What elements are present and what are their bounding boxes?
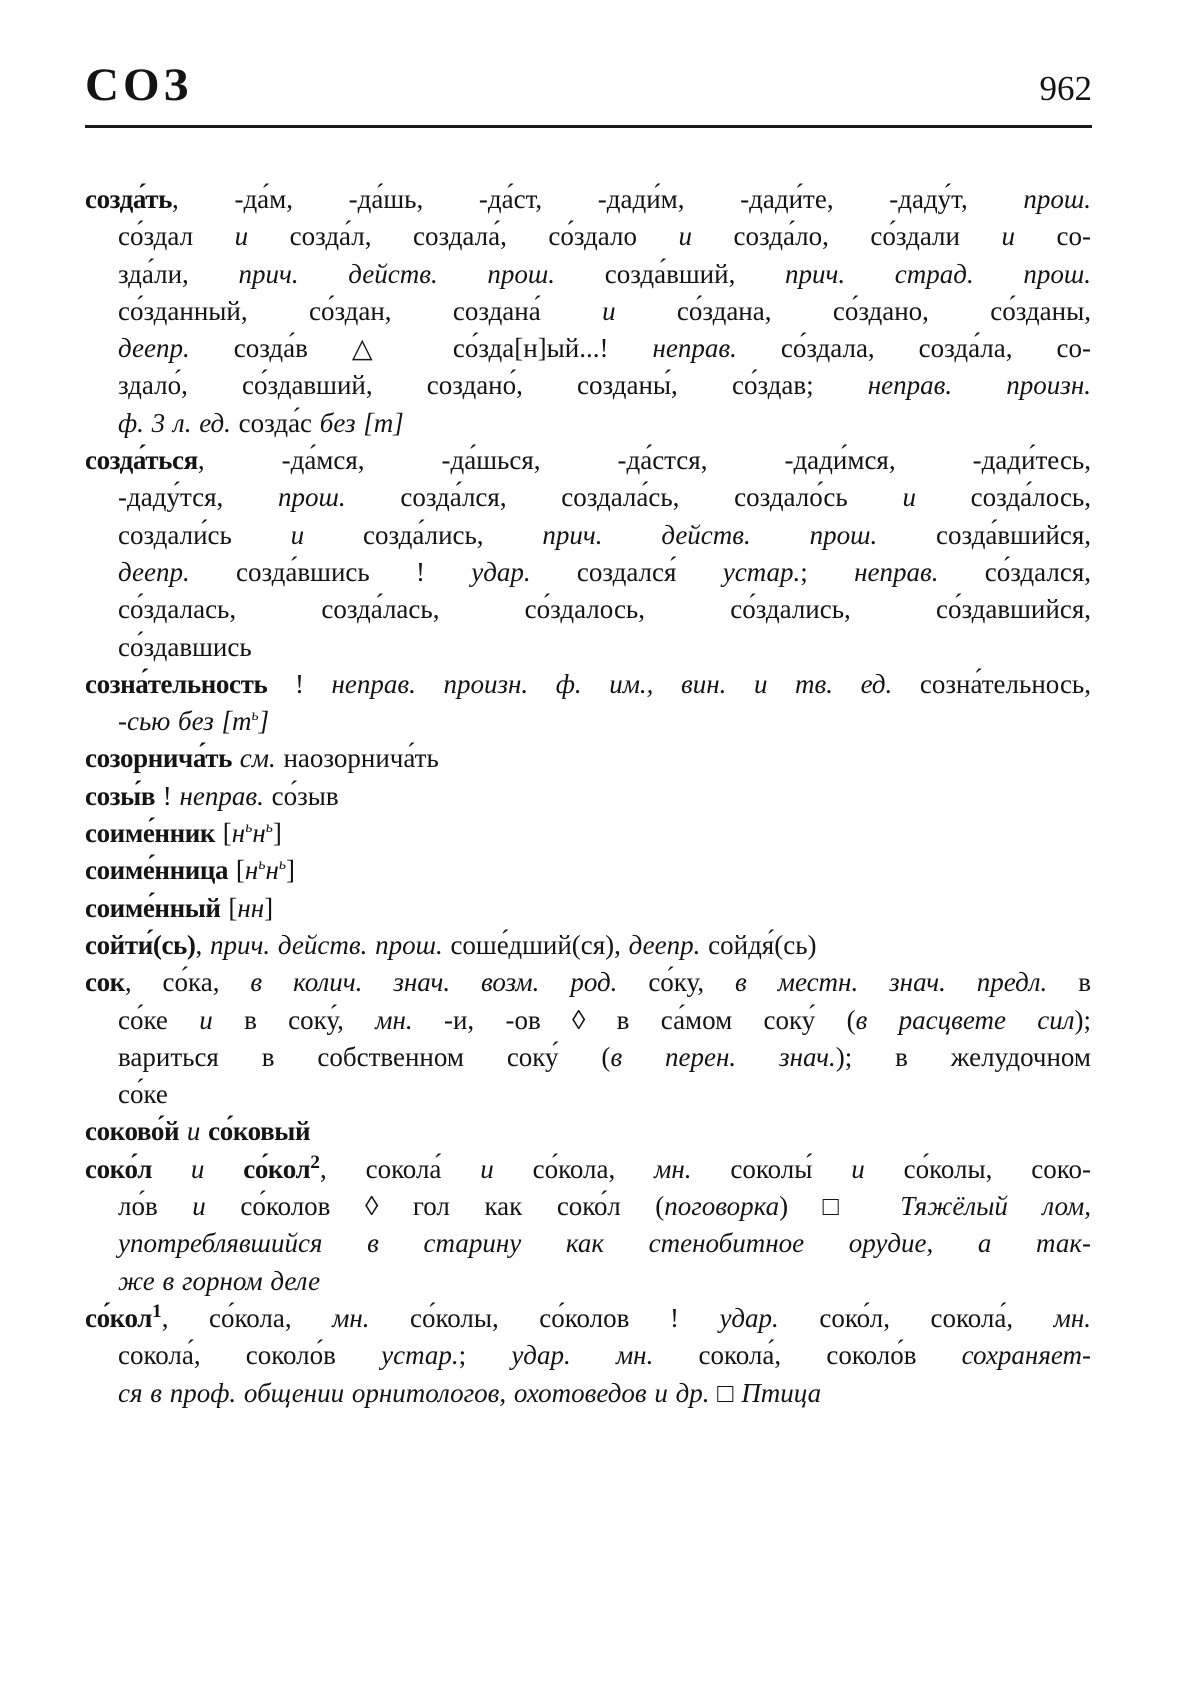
dictionary-entry: [85, 1300, 1091, 1412]
entry-line: [85, 890, 1091, 927]
body-text: со́здался,: [938, 556, 1092, 587]
body-text: созда́вшийся,: [877, 519, 1092, 550]
headword-text: созда́ться: [85, 445, 198, 476]
body-text: со́здана, со́здано, со́зданы,: [615, 295, 1091, 326]
body-text: вариться в собственном соку́ (: [118, 1041, 611, 1072]
dictionary-entry: [85, 890, 1091, 927]
label-text: устар.: [722, 556, 801, 587]
body-text: со́ке: [118, 1079, 168, 1110]
body-text: созда́лись,: [304, 519, 543, 550]
entry-line: [85, 740, 1091, 777]
body-text: зда́ли,: [118, 258, 239, 289]
body-text: ); в желудочном: [835, 1041, 1091, 1072]
body-text: ]: [285, 855, 295, 886]
entry-line: [118, 1188, 1091, 1225]
body-text: ;: [800, 556, 855, 587]
label-text: в расцвете сил: [855, 1004, 1075, 1035]
entry-line: [85, 1113, 1091, 1150]
label-text: неправ.: [179, 780, 264, 811]
entry-line: [85, 852, 1091, 889]
page-header: [85, 59, 1092, 111]
body-text: ) □: [779, 1191, 901, 1222]
body-text: со́ку,: [617, 967, 736, 998]
label-text: удар.: [471, 556, 531, 587]
headword-text: созы́в: [85, 780, 155, 811]
superscript-number: 1: [151, 1300, 162, 1322]
entry-line: [118, 218, 1091, 255]
label-text: и: [678, 221, 693, 252]
label-text: удар. мн.: [511, 1340, 654, 1371]
label-text: прич. страд. прош.: [785, 258, 1092, 289]
headword-text: соко́л: [85, 1153, 152, 1184]
label-text: в перен. знач.: [610, 1041, 836, 1072]
entry-line: [118, 293, 1091, 330]
body-text: , сокола́: [319, 1153, 481, 1184]
entry-line: [85, 181, 1091, 218]
entry-line: [118, 1375, 1091, 1412]
entry-line: [85, 666, 1091, 703]
body-text: созда́лся, создала́сь, создало́сь: [345, 482, 903, 513]
body-text: созда́ло, со́здали: [692, 221, 1002, 252]
label-text: без [т]: [319, 407, 404, 438]
label-text: Птица: [741, 1377, 822, 1408]
body-text: со́колов ◊ гол как соко́л (: [205, 1191, 665, 1222]
label-text: неправ. произн.: [867, 370, 1091, 401]
label-text: в колич. знач. возм. род.: [250, 967, 618, 998]
entry-line: [118, 1337, 1091, 1374]
headword-text: сок: [85, 967, 125, 998]
dictionary-entry: [85, 852, 1091, 889]
entry-line: [85, 442, 1091, 479]
entry-line: [85, 927, 1091, 964]
body-text: со́колы, соко-: [864, 1153, 1091, 1184]
body-text: !: [267, 668, 332, 699]
entry-line: [85, 815, 1091, 852]
label-text: поговорка: [664, 1191, 780, 1222]
body-text: ло́в: [118, 1191, 193, 1222]
label-text: и: [179, 1116, 209, 1147]
body-text: [232, 743, 240, 773]
headword-text: со́кол: [85, 1302, 152, 1333]
body-text: , -да́мся, -да́шься, -да́стся, -дади́мся, -дади́тесь,: [197, 445, 1091, 476]
entry-line: [85, 778, 1091, 815]
body-text: сойдя́(сь): [700, 929, 817, 960]
body-text: здало́, со́здавший, создано́, созданы́, со́здав;: [118, 370, 868, 401]
superscript-soft-sign: ь: [265, 819, 273, 837]
body-text: -и, -ов ◊ в са́мом соку́ (: [412, 1004, 856, 1035]
body-text: создался́: [530, 556, 723, 587]
body-text: созда́с: [230, 407, 320, 438]
guide-word: СОЗ: [85, 59, 193, 111]
body-text: создали́сь: [118, 519, 291, 550]
label-text: и: [290, 519, 305, 550]
body-text: в: [1047, 967, 1091, 998]
dictionary-entry: [85, 740, 1091, 777]
label-text: и: [199, 1004, 213, 1035]
superscript-soft-sign: ь: [258, 856, 266, 874]
dictionary-entry: [85, 181, 1091, 442]
label-text: н: [265, 855, 279, 886]
body-text: ;: [458, 1340, 512, 1371]
dictionary-entry: [85, 927, 1091, 964]
label-text: деепр.: [118, 556, 190, 587]
entry-line: [85, 1300, 1091, 1337]
label-text: и: [902, 482, 916, 513]
body-text: ]: [264, 892, 274, 923]
body-text: со́зыв: [263, 780, 339, 811]
body-text: соколы́: [691, 1153, 852, 1184]
body-text: !: [155, 780, 180, 811]
body-text: созда́вшись !: [189, 556, 472, 587]
label-text: прош.: [277, 482, 346, 513]
body-text: [: [220, 892, 238, 923]
entry-line: [118, 479, 1091, 516]
header-divider: [85, 125, 1092, 128]
label-text: и: [1001, 221, 1015, 252]
body-text: созда́вший,: [555, 258, 785, 289]
label-text: Тяжёлый лом,: [900, 1191, 1091, 1222]
headword-text: со́ковый: [208, 1116, 311, 1147]
body-text: со́здал: [118, 221, 235, 252]
dictionary-entry: [85, 778, 1091, 815]
body-text: [: [228, 855, 245, 886]
label-text: неправ.: [854, 556, 939, 587]
body-text: со́здала, созда́ла, со-: [736, 333, 1091, 364]
page-number: 962: [1039, 69, 1092, 108]
body-text: со́здалась, созда́лась, со́здалось, со́здались, со́здавшийся,: [118, 594, 1091, 625]
entry-line: [85, 964, 1091, 1001]
label-text: и: [602, 295, 616, 326]
body-text: [: [215, 818, 232, 849]
dictionary-entry: [85, 1151, 1091, 1300]
entry-line: [118, 1076, 1091, 1113]
entry-line: [118, 1225, 1091, 1262]
headword-text: сойти́(сь): [85, 929, 196, 960]
dictionary-entry: [85, 964, 1091, 1113]
body-text: наозорнича́ть: [275, 743, 439, 774]
label-text: в местн. знач. предл.: [735, 967, 1048, 998]
dictionary-entry: [85, 666, 1091, 741]
label-text: употреблявшийся в старину как стенобитное орудие, а так-: [118, 1228, 1091, 1259]
label-text: н: [244, 855, 259, 886]
entry-line: [118, 1039, 1091, 1076]
label-text: неправ.: [652, 333, 737, 364]
body-text: -даду́тся,: [118, 482, 278, 513]
label-text: ]: [258, 706, 270, 737]
label-text: ся в проф. общении орнитологов, охотоведов и др.: [118, 1377, 710, 1408]
label-text: устар.: [381, 1340, 459, 1371]
entry-line: [118, 554, 1091, 591]
label-text: же в горном деле: [118, 1265, 321, 1296]
body-text: , со́кола,: [161, 1302, 333, 1333]
label-text: и: [151, 1153, 244, 1184]
label-text: деепр.: [118, 333, 190, 364]
body-text: сокола́, соколо́в: [118, 1340, 382, 1371]
label-text: -сью без [т: [118, 706, 252, 737]
label-text: ф. 3 л. ед.: [118, 407, 231, 438]
label-text: н: [252, 818, 266, 849]
body-text: созда́в △ со́зда[н]ый...!: [189, 333, 653, 364]
entry-line: [118, 517, 1091, 554]
body-text: ]: [272, 818, 282, 849]
body-text: □: [709, 1377, 742, 1408]
entry-line: [118, 405, 1091, 442]
headword-text: со́кол: [243, 1153, 311, 1184]
body-text: созда́лось,: [915, 482, 1091, 513]
entry-line: [118, 703, 1091, 740]
headword-text: соково́й: [85, 1116, 180, 1147]
headword-text: соиме́нница: [85, 855, 229, 886]
dictionary-entry: [85, 1113, 1091, 1150]
entries-column: [85, 181, 1091, 1412]
label-text: деепр.: [628, 929, 701, 960]
entry-line: [118, 256, 1091, 293]
body-text: соше́дший(ся),: [442, 929, 629, 960]
body-text: со́колы, со́колов !: [369, 1302, 720, 1333]
body-text: со-: [1015, 221, 1092, 252]
body-text: соко́л, сокола́,: [778, 1302, 1054, 1333]
entry-line: [118, 330, 1091, 367]
headword-text: соиме́нный: [85, 892, 221, 923]
label-text: мн.: [654, 1153, 692, 1184]
label-text: н: [231, 818, 246, 849]
label-text: прич. действ. прош.: [542, 519, 878, 550]
body-text: сокола́, соколо́в: [653, 1340, 962, 1371]
superscript-soft-sign: ь: [251, 707, 259, 725]
label-text: прич. действ. прош.: [210, 929, 443, 960]
entry-line: [118, 1002, 1091, 1039]
body-text: созда́л, создала́, со́здало: [248, 221, 679, 252]
label-text: нн: [237, 892, 265, 923]
label-text: удар.: [719, 1302, 779, 1333]
body-text: в соку́,: [212, 1004, 376, 1035]
headword-text: соиме́нник: [85, 818, 216, 849]
label-text: и: [234, 221, 249, 252]
superscript-soft-sign: ь: [278, 856, 286, 874]
entry-line: [118, 591, 1091, 628]
label-text: прич. действ. прош.: [238, 258, 556, 289]
body-text: со́здавшись: [118, 631, 252, 662]
entry-line: [118, 1263, 1091, 1300]
body-text: со́ке: [118, 1004, 200, 1035]
entry-line: [118, 629, 1091, 666]
body-text: со́зданный, со́здан, создана́: [118, 295, 603, 326]
body-text: );: [1074, 1004, 1092, 1035]
label-text: сохраняет-: [961, 1340, 1091, 1371]
superscript-soft-sign: ь: [245, 819, 253, 837]
label-text: неправ. произн. ф. им., вин. и тв. ед.: [331, 668, 893, 699]
body-text: ,: [195, 929, 211, 960]
label-text: см.: [239, 743, 276, 774]
headword-text: созорнича́ть: [85, 743, 232, 774]
dictionary-entry: [85, 815, 1091, 852]
label-text: мн.: [332, 1302, 370, 1333]
headword-text: созда́ть: [85, 184, 173, 214]
body-text: созна́тельнось,: [892, 668, 1091, 699]
label-text: и: [192, 1191, 206, 1222]
entry-line: [118, 367, 1091, 404]
headword-text: созна́тельность: [85, 668, 268, 699]
label-text: и: [851, 1153, 865, 1184]
entry-line: [85, 1151, 1091, 1188]
body-text: , -да́м, -да́шь, -да́ст, -дади́м, -дади́те, -даду́т,: [172, 184, 1024, 214]
body-text: , со́ка,: [124, 967, 251, 998]
label-text: прош.: [1023, 184, 1091, 214]
body-text: со́кола,: [493, 1153, 655, 1184]
dictionary-entry: [85, 442, 1091, 666]
superscript-number: 2: [310, 1151, 320, 1173]
label-text: и: [480, 1153, 494, 1184]
label-text: мн.: [1053, 1302, 1091, 1333]
label-text: мн.: [375, 1004, 413, 1035]
